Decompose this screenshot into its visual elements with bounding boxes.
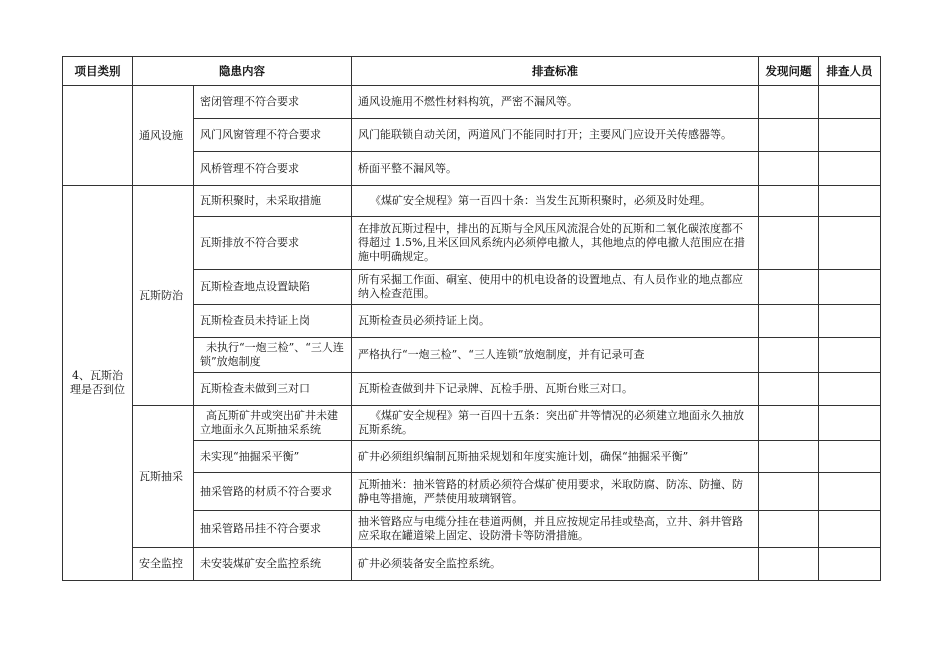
found-cell[interactable] xyxy=(759,152,819,186)
header-row xyxy=(63,57,881,86)
person-cell[interactable] xyxy=(819,473,881,511)
found-cell[interactable] xyxy=(759,338,819,373)
person-cell[interactable] xyxy=(819,152,881,186)
hazard-cell: 风桥管理不符合要求 xyxy=(194,152,352,186)
hazard-cell: 瓦斯检查员未持证上岗 xyxy=(194,305,352,338)
person-cell[interactable] xyxy=(819,373,881,406)
standard-cell: 风门能联锁自动关闭，两道风门不能同时打开；主要风门应设开关传感器等。 xyxy=(352,119,759,152)
person-cell[interactable] xyxy=(819,338,881,373)
hazard-cell: 风门风窗管理不符合要求 xyxy=(194,119,352,152)
table-row xyxy=(63,548,881,581)
hazard-cell: 瓦斯检查未做到三对口 xyxy=(194,373,352,406)
standard-cell: 严格执行“一炮三检”、“三人连锁”放炮制度，并有记录可查 xyxy=(352,338,759,373)
person-cell[interactable] xyxy=(819,406,881,441)
subcategory-ventilation-facilities: 通风设施 xyxy=(133,86,194,186)
standard-cell: 矿井必须装备安全监控系统。 xyxy=(352,548,759,581)
found-cell[interactable] xyxy=(759,270,819,305)
person-cell[interactable] xyxy=(819,441,881,473)
found-cell[interactable] xyxy=(759,473,819,511)
person-cell[interactable] xyxy=(819,217,881,270)
subcategory-gas-prevention: 瓦斯防治 xyxy=(133,186,194,406)
hazard-cell: 抽采管路的材质不符合要求 xyxy=(194,473,352,511)
hazard-inspection-table xyxy=(62,56,881,581)
standard-cell: 通风设施用不燃性材料构筑，严密不漏风等。 xyxy=(352,86,759,119)
found-cell[interactable] xyxy=(759,86,819,119)
hazard-cell: 抽采管路吊挂不符合要求 xyxy=(194,511,352,548)
standard-cell: 瓦斯检查做到井下记录牌、瓦检手册、瓦斯台账三对口。 xyxy=(352,373,759,406)
standard-cell: 所有采掘工作面、硐室、使用中的机电设备的设置地点、有人员作业的地点都应纳入检查范围。 xyxy=(352,270,759,305)
found-cell[interactable] xyxy=(759,441,819,473)
found-cell[interactable] xyxy=(759,186,819,217)
standard-cell: 《煤矿安全规程》第一百四十条：当发生瓦斯积聚时，必须及时处理。 xyxy=(352,186,759,217)
standard-cell: 瓦斯检查员必须持证上岗。 xyxy=(352,305,759,338)
person-cell[interactable] xyxy=(819,186,881,217)
person-cell[interactable] xyxy=(819,270,881,305)
hazard-cell: 密闭管理不符合要求 xyxy=(194,86,352,119)
header-found: 发现问题 xyxy=(759,57,819,86)
header-standard: 排查标准 xyxy=(352,57,759,86)
standard-cell: 瓦斯抽米：抽米管路的材质必须符合煤矿使用要求，米取防腐、防冻、防撞、防静电等措施，严禁使用玻璃钢管。 xyxy=(352,473,759,511)
header-category: 项目类别 xyxy=(63,57,133,86)
person-cell[interactable] xyxy=(819,86,881,119)
hazard-cell: 未实现“抽掘采平衡” xyxy=(194,441,352,473)
hazard-cell: 未执行“一炮三检”、“三人连锁”放炮制度 xyxy=(194,338,352,373)
found-cell[interactable] xyxy=(759,373,819,406)
person-cell[interactable] xyxy=(819,511,881,548)
found-cell[interactable] xyxy=(759,305,819,338)
standard-cell: 矿井必须组织编制瓦斯抽采规划和年度实施计划，确保“抽掘采平衡” xyxy=(352,441,759,473)
standard-cell: 桥面平整不漏风等。 xyxy=(352,152,759,186)
found-cell[interactable] xyxy=(759,119,819,152)
table-row xyxy=(63,406,881,441)
header-hazard: 隐患内容 xyxy=(133,57,352,86)
subcategory-gas-drainage: 瓦斯抽采 xyxy=(133,406,194,548)
category-cell-gas-control: 4、瓦斯治理是否到位 xyxy=(63,186,133,581)
hazard-cell: 高瓦斯矿井或突出矿井未建立地面永久瓦斯抽采系统 xyxy=(194,406,352,441)
standard-cell: 在排放瓦斯过程中，排出的瓦斯与全风压风流混合处的瓦斯和二氧化碳浓度都不得超过 1.5%,且米区回风系统内必须停电撤人，其他地点的停电撤人范围应在措施中明确规定。 xyxy=(352,217,759,270)
standard-cell: 《煤矿安全规程》第一百四十五条：突出矿井等情况的必须建立地面永久抽放瓦斯系统。 xyxy=(352,406,759,441)
found-cell[interactable] xyxy=(759,217,819,270)
standard-cell: 抽米管路应与电缆分挂在巷道两侧，并且应按规定吊挂或垫高，立井、斜井管路应采取在罐道梁上固定、设防滑卡等防滑措施。 xyxy=(352,511,759,548)
person-cell[interactable] xyxy=(819,548,881,581)
hazard-cell: 瓦斯排放不符合要求 xyxy=(194,217,352,270)
found-cell[interactable] xyxy=(759,406,819,441)
hazard-cell: 瓦斯积聚时，未采取措施 xyxy=(194,186,352,217)
header-person: 排查人员 xyxy=(819,57,881,86)
hazard-cell: 未安装煤矿安全监控系统 xyxy=(194,548,352,581)
person-cell[interactable] xyxy=(819,119,881,152)
table-row xyxy=(63,186,881,217)
person-cell[interactable] xyxy=(819,305,881,338)
hazard-cell: 瓦斯检查地点设置缺陷 xyxy=(194,270,352,305)
table-row xyxy=(63,86,881,119)
found-cell[interactable] xyxy=(759,548,819,581)
subcategory-safety-monitoring: 安全监控 xyxy=(133,548,194,581)
found-cell[interactable] xyxy=(759,511,819,548)
category-cell-ventilation xyxy=(63,86,133,186)
